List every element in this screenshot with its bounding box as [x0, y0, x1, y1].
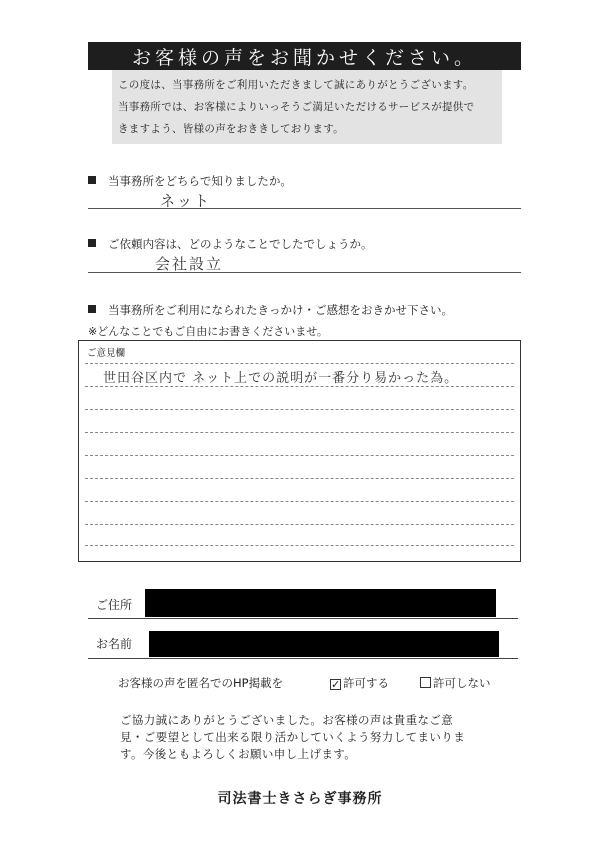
deny-label: 許可しない: [433, 676, 491, 690]
question-2-answer[interactable]: 会社設立: [155, 255, 224, 273]
intro-line: 当事務所では、お客様によりいっそうご満足いただけるサービスが提供で: [118, 101, 475, 113]
deny-option[interactable]: [420, 675, 491, 691]
square-bullet-icon: [88, 176, 96, 184]
office-name: 司法書士きさらぎ事務所: [217, 791, 383, 807]
allow-option[interactable]: [330, 675, 389, 691]
question-1-answer[interactable]: ネット: [160, 192, 212, 210]
address-line: [88, 618, 518, 619]
question-1: [88, 173, 292, 189]
square-bullet-icon: [88, 239, 96, 247]
thanks-line: す。今後ともよろしくお願い申し上げます。: [120, 747, 357, 761]
checkbox-checked-icon[interactable]: ✓: [331, 678, 341, 691]
question-2: [88, 236, 373, 252]
question-3-label: 当事務所をご利用になられたきっかけ・ご感想をおきかせ下さい。: [108, 303, 453, 317]
dashed-line: [85, 478, 514, 479]
dashed-line: [85, 409, 514, 410]
intro-line: この度は、当事務所をご利用いただきまして誠にありがとうございます。: [118, 79, 474, 91]
thanks-line: 見・ご要望として出来る限り活かしていくよう努力してまいりま: [120, 730, 466, 744]
question-2-label: ご依頼内容は、どのようなことでしたでしょうか。: [108, 237, 373, 251]
checkbox-icon[interactable]: [420, 677, 431, 688]
opinion-text: 世田谷区内で ネット上での説明が一番分り易かった為。: [103, 371, 459, 386]
dashed-line: [85, 524, 514, 525]
dashed-line: [85, 363, 514, 364]
thanks-line: ご協力誠にありがとうございました。お客様の声は貴重なご意: [120, 713, 454, 727]
dashed-line: [85, 455, 514, 456]
dashed-line: [85, 545, 514, 546]
hp-permission-question: お客様の声を匿名でのHP掲載を: [118, 676, 284, 690]
intro-text: [112, 70, 502, 144]
name-redaction: [149, 631, 499, 657]
dashed-line: [85, 432, 514, 433]
address-redaction: [145, 589, 496, 617]
page-title: お客様の声をお聞かせください。: [88, 42, 521, 70]
opinion-label: ご意見欄: [87, 348, 126, 359]
name-line: [88, 658, 518, 659]
answer-line: [88, 208, 521, 209]
dashed-line: [85, 386, 514, 387]
thanks-text: [120, 712, 510, 763]
question-1-label: 当事務所をどちらで知りましたか。: [108, 174, 292, 188]
square-bullet-icon: [88, 305, 96, 313]
question-3: [88, 302, 453, 318]
free-comment-note: ※どんなことでもご自由にお書きくださいませ。: [88, 325, 328, 338]
address-label: ご住所: [96, 598, 133, 612]
opinion-box[interactable]: [78, 340, 521, 562]
answer-line: [88, 272, 521, 273]
allow-label: 許可する: [343, 676, 389, 690]
name-label: お名前: [96, 637, 133, 651]
dashed-line: [85, 501, 514, 502]
intro-line: きますよう、皆様の声をおききしております。: [118, 123, 344, 135]
